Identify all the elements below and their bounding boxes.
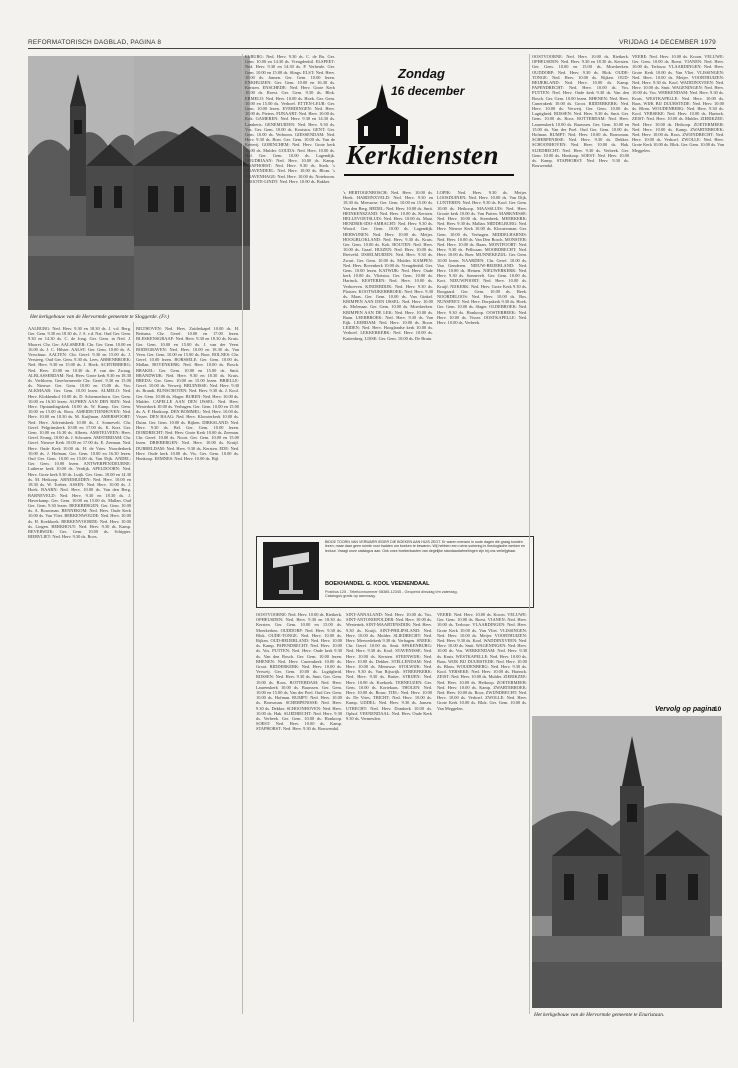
masthead-day: Zondag (398, 66, 445, 81)
caption-right: Het kerkgebouw van de Hervormde gemeente te Enaristaan. (534, 1012, 665, 1018)
text-column-1: AALBURG: Ned. Herv. 9.30 en 18.30 ds. J. v.d. Berg. Ger. Gem. 9.30 en 18.30 ds. J. S. v.d. Nat. Oud Ger. Gem. 9.30 en 14.30 ds. C. de Jong. Ger. Gem. in Ned. J. Mooret. Chr. Ger. AALSMEER: Chr. Ger. Gem. 10.00 en 16.00 ds. J. C. Hilster. AALST: Ger. Gem. 10.00 ds. A. Verschuur. AALTEN: Chr. Geref. 9.30 en 15.00 ds. J. Versteeg. Oud Ger. Gem. 9.30 ds. Lees. ABBENBROEK: Ned. Herv. 9.30 en 15.00 ds. J. Hoek. ACHTERBERG: Ned. Herv. 10.00 en 18.30 ds. P. van der Zwaag. ALBLASSERDAM: Ned. Herv. Grote kerk 9.30 en 18.30 ds. Verbloem. Gereformeerde Chr. Geref. 9.30 en 15.00 ds. Nieuwe. Ger. Gem. 10.00 en 15.00 ds. Vos. ALKMAAR: Ger. Gem. 10.00 lezen. ALMELO: Ned. Herv. Klokkenhof 10.00 ds. D. Schermerhorn. Ger. Gem. 10.00 en 16.30 lezen. ALPHEN AAN DEN RIJN: Ned. Herv. Opstandingskerk 10.00 ds. W. Kamp. Ger. Gem. 10.00 en 15.00 ds. Roos. AMEIDE/TIENHOVEN: Ned. Herv. 10.00 en 18.30 ds. M. Kuijlman. AMERSFOORT: Ned. Herv. Adventskerk 10.00 ds. J. Sonnevelt. Chr. Geref. Pelgrimskerk 10.00 en 17.00 ds. K. Kort. Ger. Gem. 10.00 en 16.30 ds. Alberts. AMSTELVEEN: Herv. Geref. Evang. 10.00 ds. J. Schouten. AMSTERDAM: Chr. Geref. Nieuwe Kerk 10.00 en 17.00 ds. E. Zeeman. Ned. Herv. Oude Kerk 10.00 ds. H. de Vries. Noorderkerk 10.00 ds. J. Hofman. Ger. Gem. 10.00 en 16.30 lezen. Oud Ger. Gem. 10.00 en 15.00 ds. Van Dijk. ANDEL: Ger. Gem. 10.00 lezen. ANTWERPEN/DEURNE: Lutherse kerk 10.00 ds. Verdijk. APELDOORN: Ned. Herv. Grote kerk 9.30 ds. Luijk. Ger. Gem. 10.00 en 14.30 ds. M. Heikoop. ARNEMUIDEN: Ned. Herv. 10.00 en 18.30 ds. W. Toebes. ASSEN: Ned. Herv. 10.00 ds. J. Hoek. BAARN: Ned. Herv. 10.00 ds. Van den Berg. BARNEVELD: Ned. Herv. 9.30 en 18.30 ds. J. Haverkamp. Ger. Gem. 10.00 en 15.00 ds. Mallan. Oud Ger. Gem. 9.30 lezen. BEEKBERGEN: Ger. Gem. 10.00 ds. A. Bouwman. BENNEKOM: Ned. Herv. Oude Kerk 10.00 ds. Van Vliet. BERKENWOUDE: Ned. Herv. 10.00 ds. H. Koekkoek. BERKENVOORDE: Ned. Herv. 10.00 ds. Lingen. BERKHOUT: Ned. Herv. 9.30 ds. Kamp. BEVERWIJK: Ger. Gem. 10.00 ds. Schipper. BIERVLIET: Ned. Herv. 9.30 ds. Roos. (28, 326, 131, 540)
ad-text: BIDDE TOORN VAN VERWARR IEDER DIE BOEKEN AAN HUIS ZEGT. Er waren mensen in oude dagen die graag konden lezen, maar daar geen ruimte voor hadden om boeken te bewaren. Wij hebben een ruime sortering in theologische werken en lectuur. Vraagt onze catalogus aan. Ook onze boekenkasten van degelijke standaardafmetingen zijn bij ons verkrijgbaar. (325, 540, 525, 553)
text-column-3: ELBURG: Ned. Herv. 9.30 ds. C. de Ru. Ger. Gem. 10.00 en 14.30 ds. Vreugdenhil. ELSPEET: Ned. Herv. 9.30 en 14.30 ds. P. Verheule. Ger. Gem. 10.00 en 15.00 ds. Slings. ELST: Ned. Herv. 10.00 ds. Jansen. Ger. Gem. 10.00 lezen. ENKHUIZEN: Ger. Gem. 10.00 en 16.30 ds. Kersten. ENSCHEDE: Ned. Herv. Grote Kerk 10.00 ds. Roest. Ger. Gem. 9.30 ds. Blok. ERMELO: Ned. Herv. 10.00 ds. Hoek. Ger. Gem. 10.00 en 15.00 ds. Verhoef. ETTEN-LEUR: Ger. Gem. 10.00 lezen. EVERDINGEN: Ned. Herv. 10.00 ds. Pieters. FIJNAART: Ned. Herv. 10.00 ds. Kok. GAMEREN: Ned. Herv. 9.30 en 14.30 ds. Lamberts. GENEMUIDEN: Ned. Herv. 9.30 ds. Vos. Ger. Gem. 10.00 ds. Kooistra. GENT: Ger. Gem. 10.00 ds. Verboom. GIESSENDAM: Ned. Herv. 9.30 ds. Boer. Ger. Gem. 10.00 ds. Van de Ketterij. GORINCHEM: Ned. Herv. Grote kerk 10.00 ds. Mulder. GOUDA: Ned. Herv. 10.00 ds. Hof. Ger. Gem. 10.00 ds. Lagendijk. GOUDRIAAN: Ned. Herv. 10.00 ds. Kamp. GRAFHORST: Ned. Herv. 9.30 ds. Sterk. 's GRAVENDEEL: Ned. Herv. 10.00 ds. Blom. 's GRAVENHAGE: Ned. Herv. 10.00 ds. Noteboom. GROOTE-LINDT: Ned. Herv. 10.00 ds. Bakker. (245, 54, 335, 184)
caption-left: Het kerkgebouw van de Hervormde gemeente te Sloggerde. (Fr.) (30, 314, 170, 320)
bookshop-advertisement (256, 536, 534, 608)
church-photo-right (532, 716, 722, 1008)
ad-address: Postbus 125 - Telefoonnummer 08385-12345 - Geopend dinsdag t/m zaterdag. Catalogus gratis op aanvraag. (325, 590, 458, 599)
header-date: VRIJDAG 14 DECEMBER 1979 (619, 38, 716, 46)
masthead-date: 16 december (391, 84, 465, 98)
header-rule (28, 48, 716, 49)
text-column-6: OOSTVOORNE: Ned. Herv. 10.00 ds. Rietkerk. OPHEUSDEN: Ned. Herv. 9.30 en 18.30 ds. Kersten. Ger. Gem. 10.00 en 15.00 ds. Moerkerken. OUDDORP: Ned. Herv. 9.30 ds. Blok. OUDE-TONGE: Ned. Herv. 10.00 ds. Rijken. OUD-BEIJERLAND: Ned. Herv. 10.00 ds. Kamp. PAPENDRECHT: Ned. Herv. 10.00 ds. Vos. PUTTEN: Ned. Herv. Oude kerk 9.30 ds. Van den Bosch. Ger. Gem. 10.00 lezen. RHENEN: Ned. Herv. Cunerakerk 10.00 ds. Groot. RIDDERKERK: Ned. Herv. 10.00 ds. Verweij. Ger. Gem. 10.00 ds. Lugtigheid. RIJSSEN: Ned. Herv. 9.30 ds. Smit. Ger. Gem. 10.00 ds. Roos. ROTTERDAM: Ned. Herv. Laurenskerk 10.00 ds. Baarssen. Ger. Gem. 10.00 en 15.00 ds. Van der Poel. Oud Ger. Gem. 10.00 ds. Hofman. RUMPT: Ned. Herv. 10.00 ds. Bouwman. SCHERPENISSE: Ned. Herv. 9.30 ds. Dekker. SCHOONHOVEN: Ned. Herv. 10.00 ds. Hak. SLIEDRECHT: Ned. Herv. 9.30 ds. Verbeek. Ger. Gem. 10.00 ds. Honkoop. SOEST: Ned. Herv. 10.00 ds. Kamp. STAPHORST: Ned. Herv. 9.30 ds. Rouwendal. (256, 612, 342, 732)
text-column-5: LOPIK: Ned. Herv. 9.30 ds. Meijer. LOOSDUINEN: Ned. Herv. 10.00 ds. Van Dijk. LUNTEREN: Ned. Herv. 9.30 ds. Kool. Ger. Gem. 10.00 ds. Heikoop. MAASSLUIS: Ned. Herv. Groote kerk 10.00 ds. Van Putten. MARKNESSE: Ned. Herv. 10.00 ds. Steenbeek. MEERKERK: Ned. Herv. 9.30 ds. Mallan. MIDDELBURG: Ned. Herv. Nieuwe Kerk 10.00 ds. Kloosterman. Ger. Gem. 10.00 ds. Verhagen. MIDDELHARNIS: Ned. Herv. 10.00 ds. Van Den Bosch. MONSTER: Ned. Herv. 10.00 ds. Baars. MONTFOORT: Ned. Herv. 9.30 ds. Pellicaan. MOORDRECHT: Ned. Herv. 10.00 ds. Boer. MUNNEKEZIJL: Ger. Gem. 10.00 lezen. NAARDEN: Chr. Geref. 10.00 ds. Van Genderen. NIEUW-BEIJERLAND: Ned. Herv. 10.00 ds. Heinen. NIEUWERKERK: Ned. Herv. 9.30 ds. Sonnevelt. Ger. Gem. 10.00 ds. Kort. NIEUWPOORT: Ned. Herv. 10.00 ds. Kruijf. NIJKERK: Ned. Herv. Grote Kerk 9.30 ds. Boogaard. Ger. Gem. 10.00 ds. Beek. NOORDELOOS: Ned. Herv. 10.00 ds. Bos. NUNSPEET: Ned. Herv. Dorpskerk 9.30 ds. Hoek. Ger. Gem. 10.00 ds. Slager. OLDEBROEK: Ned. Herv. 9.30 ds. Honkoop. OOSTERBEEK: Ned. Herv. 10.00 ds. Visser. OOSTKAPELLE: Ned. Herv. 10.00 ds. Verbeek. (437, 190, 527, 326)
column-rule (133, 322, 134, 1022)
column-rule (242, 54, 243, 1014)
continued-page: 10 (714, 706, 722, 713)
kerkdiensten-masthead (338, 54, 518, 184)
masthead-title: Kerkdiensten (346, 140, 500, 170)
text-column-10: VEERE: Ned. Herv. 10.00 ds. Kroon. VELUWE: Ger. Gem. 10.00 ds. Roest. VIANEN: Ned. Herv. 10.00 ds. Terlouw. VLAARDINGEN: Ned. Herv. Grote Kerk 10.00 ds. Van Vliet. VLISSINGEN: Ned. Herv. 10.00 ds. Meijer. VOORTHUIZEN: Ned. Herv. 9.30 ds. Kool. WADDINXVEEN: Ned. Herv. 10.00 ds. Smit. WAGENINGEN: Ned. Herv. 10.00 ds. Vos. WERKENDAM: Ned. Herv. 9.30 ds. Kruis. WESTKAPELLE: Ned. Herv. 10.00 ds. Baas. WIJK BIJ DUURSTEDE: Ned. Herv. 10.00 ds. Blom. WOUDENBERG: Ned. Herv. 9.30 ds. Kool. YERSEKE: Ned. Herv. 10.00 ds. Harinck. ZEIST: Ned. Herv. 10.00 ds. Mulder. ZIERIKZEE: Ned. Herv. 10.00 ds. Heikoop. ZOETERMEER: Ned. Herv. 10.00 ds. Kamp. ZWARTEBROEK: Ned. Herv. 10.00 ds. Roos. ZWIJNDRECHT: Ned. Herv. 10.00 ds. Verhoef. ZWOLLE: Ned. Herv. Grote Kerk 10.00 ds. Blok. Ger. Gem. 10.00 ds. Van Meggelen. (632, 54, 724, 153)
church-photo-left-right-half (134, 56, 250, 310)
ad-shop-name: BOEKHANDEL G. KOOL VEENENDAAL (325, 581, 430, 587)
text-column-2: BILTHOVEN: Ned. Herv. Zuiderkapel 10.00 ds. H. Reitsma. Chr. Geref. 10.00 en 17.00 lezen. BLESKENSGRAAF: Ned. Herv. 9.30 en 18.30 ds. Kruis. Ger. Gem. 10.00 en 15.00 ds. J. van der Veen. BODEGRAVEN: Ned. Herv. 10.00 en 18.30 ds. Van Veen. Ger. Gem. 10.00 en 15.00 ds. Boot. BOLNES: Chr. Geref. 10.00 lezen. BORSSELE: Ger. Gem. 10.00 ds. Mallan. BOVENKERK: Ned. Herv. 10.00 ds. Bosch. BRAKEL: Ger. Gem. 10.00 en 15.00 ds. Smit. BRANDWIJK: Ned. Herv. 9.30 en 18.30 ds. Kruis. BREDA: Ger. Gem. 10.00 en 15.00 lezen. BRIELLE: Geref. 10.00 ds. Verweij. BRUINISSE: Ned. Herv. 9.30 ds. Brandt. BUNSCHOTEN: Ned. Herv. 9.30 ds. J. Kool. Ger. Gem. 10.00 ds. Slager. BUREN: Ned. Herv. 10.00 ds. Mulder. CAPELLE AAN DEN IJSSEL: Ned. Herv. Westerkerk 10.00 ds. Verhagen. Ger. Gem. 10.00 en 15.00 ds. A. F. Honkoop. DEN BOMMEL: Ned. Herv. 10.00 ds. Visser. DEN HAAG: Ned. Herv. Kloosterkerk 10.00 ds. Duim. Ger. Gem. 10.00 ds. Rijken. DIRKSLAND: Ned. Herv. 9.30 ds. Bel. Ger. Gem. 10.00 lezen. DORDRECHT: Ned. Herv. Grote Kerk 10.00 ds. Zeeman. Chr. Geref. 10.00 ds. Noort. Ger. Gem. 10.00 en 15.00 lezen. DRIEBERGEN: Ned. Herv. 10.00 ds. Kruijf. DUBBELDAM: Ned. Herv. 9.30 ds. Kersten. EDE: Ned. Herv. Oude kerk 10.00 ds. Vis. Ger. Gem. 10.00 ds. Honkoop. EEMNES: Ned. Herv. 10.00 ds. Bijl. (136, 326, 239, 462)
church-photo-left (28, 56, 134, 310)
text-column-4: 's HERTOGENBOSCH: Ned. Herv. 10.00 ds. Hoek. HARDINXVELD: Ned. Herv. 9.30 en 18.30 ds. Meeuwse. Ger. Gem. 10.00 en 15.00 ds. Van den Berg. HEDEL: Ned. Herv. 10.00 ds. Smit. HEINKENSZAND: Ned. Herv. 10.00 ds. Kersten. HELLEVOETSLUIS: Ned. Herv. 10.00 ds. Maat. HENDRIK-IDO-AMBACHT: Ned. Herv. 9.30 ds. Woord. Ger. Gem. 10.00 ds. Lagendijk. HERWIJNEN: Ned. Herv. 10.00 ds. Meijer. HOOGBLOKLAND: Ned. Herv. 9.30 ds. Kruis. Ger. Gem. 10.00 ds. Kok. HOUTEN: Ned. Herv. 10.00 ds. Graaf. HUIZEN: Ned. Herv. 10.00 ds. Rietveld. IJSSELMUIDEN: Ned. Herv. 9.30 ds. Zwart. Ger. Gem. 10.00 ds. Mulder. KAMPEN: Ned. Herv. Bovenkerk 10.00 ds. Vreugdenhil. Ger. Gem. 10.00 lezen. KATWIJK: Ned. Herv. Oude kerk 10.00 ds. Vlietstra. Ger. Gem. 10.00 ds. Harinck. KESTEREN: Ned. Herv. 10.00 ds. Verhoeven. KINDERDIJK: Ned. Herv. 9.30 ds. Plaisier. KOOTWIJKERBROEK: Ned. Herv. 9.30 ds. Maas. Ger. Gem. 10.00 ds. Van Ginkel. KRIMPEN AAN DEN IJSSEL: Ned. Herv. 10.00 ds. Molenaar. Ger. Gem. 10.00 ds. Moerkerken. KRIMPEN AAN DE LEK: Ned. Herv. 10.00 ds. Baan. LEERBROEK: Ned. Herv. 9.30 ds. Van Eijk. LEERDAM: Ned. Herv. 10.00 ds. Boon. LEIDEN: Ned. Herv. Hooglandse kerk 10.00 ds. Verhoef. LEKKERKERK: Ned. Herv. 10.00 ds. Kattenberg. LISSE: Ger. Gem. 10.00 ds. De Bruin. (343, 190, 433, 341)
text-column-8: VEERE: Ned. Herv. 10.00 ds. Kroon. VELUWE: Ger. Gem. 10.00 ds. Roest. VIANEN: Ned. Herv. 10.00 ds. Terlouw. VLAARDINGEN: Ned. Herv. Grote Kerk 10.00 ds. Van Vliet. VLISSINGEN: Ned. Herv. 10.00 ds. Meijer. VOORTHUIZEN: Ned. Herv. 9.30 ds. Kool. WADDINXVEEN: Ned. Herv. 10.00 ds. Smit. WAGENINGEN: Ned. Herv. 10.00 ds. Vos. WERKENDAM: Ned. Herv. 9.30 ds. Kruis. WESTKAPELLE: Ned. Herv. 10.00 ds. Baas. WIJK BIJ DUURSTEDE: Ned. Herv. 10.00 ds. Blom. WOUDENBERG: Ned. Herv. 9.30 ds. Kool. YERSEKE: Ned. Herv. 10.00 ds. Harinck. ZEIST: Ned. Herv. 10.00 ds. Mulder. ZIERIKZEE: Ned. Herv. 10.00 ds. Heikoop. ZOETERMEER: Ned. Herv. 10.00 ds. Kamp. ZWARTEBROEK: Ned. Herv. 10.00 ds. Roos. ZWIJNDRECHT: Ned. Herv. 10.00 ds. Verhoef. ZWOLLE: Ned. Herv. Grote Kerk 10.00 ds. Blok. Ger. Gem. 10.00 ds. Van Meggelen. (437, 612, 527, 711)
continued-label: Vervolg op pagina (655, 706, 716, 713)
header-publication: REFORMATORISCH DAGBLAD, PAGINA 8 (28, 38, 162, 46)
masthead-rule (344, 174, 514, 176)
page-header (28, 36, 716, 48)
text-column-9: OOSTVOORNE: Ned. Herv. 10.00 ds. Rietkerk. OPHEUSDEN: Ned. Herv. 9.30 en 18.30 ds. Kersten. Ger. Gem. 10.00 en 15.00 ds. Moerkerken. OUDDORP: Ned. Herv. 9.30 ds. Blok. OUDE-TONGE: Ned. Herv. 10.00 ds. Rijken. OUD-BEIJERLAND: Ned. Herv. 10.00 ds. Kamp. PAPENDRECHT: Ned. Herv. 10.00 ds. Vos. PUTTEN: Ned. Herv. Oude kerk 9.30 ds. Van den Bosch. Ger. Gem. 10.00 lezen. RHENEN: Ned. Herv. Cunerakerk 10.00 ds. Groot. RIDDERKERK: Ned. Herv. 10.00 ds. Verweij. Ger. Gem. 10.00 ds. Lugtigheid. RIJSSEN: Ned. Herv. 9.30 ds. Smit. Ger. Gem. 10.00 ds. Roos. ROTTERDAM: Ned. Herv. Laurenskerk 10.00 ds. Baarssen. Ger. Gem. 10.00 en 15.00 ds. Van der Poel. Oud Ger. Gem. 10.00 ds. Hofman. RUMPT: Ned. Herv. 10.00 ds. Bouwman. SCHERPENISSE: Ned. Herv. 9.30 ds. Dekker. SCHOONHOVEN: Ned. Herv. 10.00 ds. Hak. SLIEDRECHT: Ned. Herv. 9.30 ds. Verbeek. Ger. Gem. 10.00 ds. Honkoop. SOEST: Ned. Herv. 10.00 ds. Kamp. STAPHORST: Ned. Herv. 9.30 ds. Rouwendal. (532, 54, 629, 169)
text-column-7: SINT-ANNALAND: Ned. Herv. 10.00 ds. Vos. SINT-ANTONIEPOLDER: Ned. Herv. 10.00 ds. Westerink. SINT-MAARTENSDIJK: Ned. Herv. 9.30 ds. Kruijt. SINT-PHILIPSLAND: Ned. Herv. 10.00 ds. Mulder. SLIEDRECHT: Ned. Herv. Merwedekerk 9.30 ds. Verhagen. SNEEK: Chr. Geref. 10.00 ds. Smit. SPAKENBURG: Ned. Herv. 9.30 ds. Kool. STAVENISSE: Ned. Herv. 10.00 ds. Kersten. STEENWIJK: Ned. Herv. 10.00 ds. Dekker. STELLENDAM: Ned. Herv. 10.00 ds. Meeuwse. STOLWIJK: Ned. Herv. 9.30 ds. Van Rijswijk. STREEFKERK: Ned. Herv. 9.30 ds. Ruiter. STRIJEN: Ned. Herv. 10.00 ds. Koekoek. TERNEUZEN: Ger. Gem. 10.00 ds. Kortekaas. THOLEN: Ned. Herv. 10.00 ds. Bouw. TIEL: Ned. Herv. 10.00 ds. De Vries. TRICHT: Ned. Herv. 10.00 ds. Kamp. UDDEL: Ned. Herv. 9.30 ds. Jansen. UTRECHT: Ned. Herv. Domkerk 10.00 ds. Ophof. VEENENDAAL: Ned. Herv. Oude Kerk 9.30 ds. Vermeulen. (346, 612, 432, 722)
column-rule (529, 54, 530, 1014)
lectern-icon (263, 542, 319, 600)
